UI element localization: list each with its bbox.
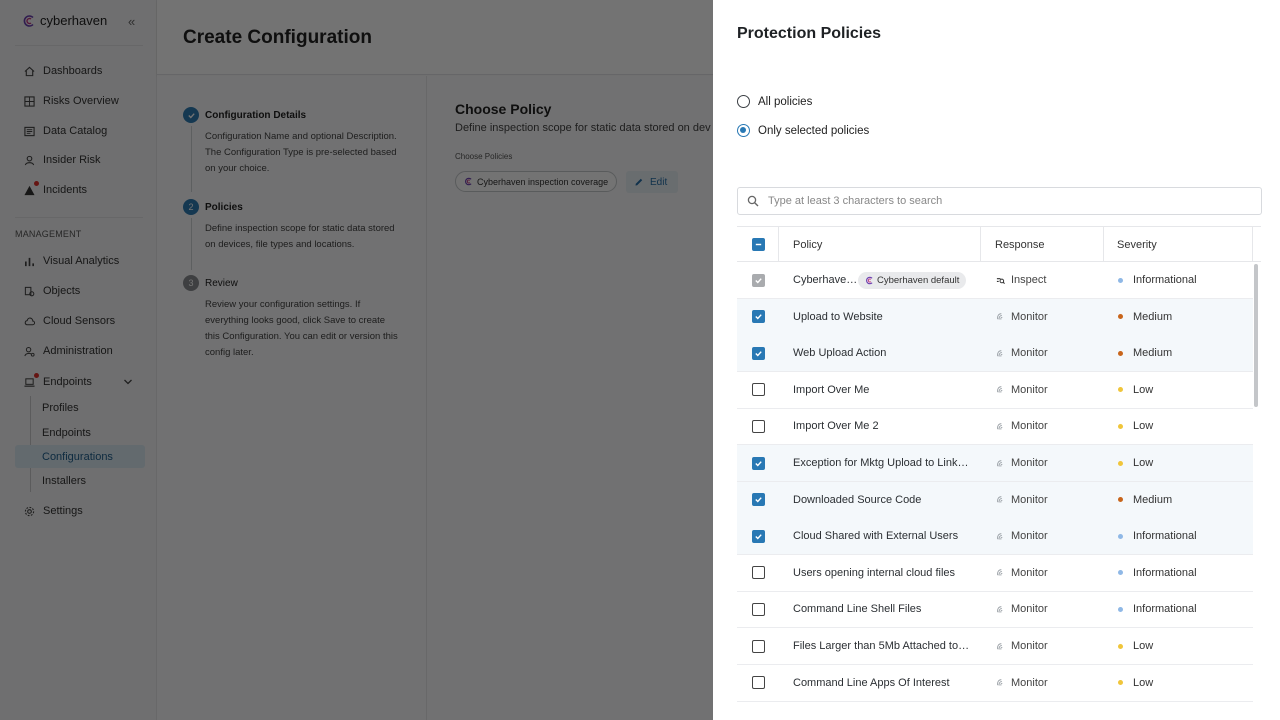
row-checkbox[interactable] <box>752 640 765 653</box>
radio-label: Only selected policies <box>758 124 870 137</box>
severity-dot-icon <box>1118 314 1123 319</box>
severity-label: Informational <box>1133 566 1197 579</box>
policy-name: Upload to Website <box>793 310 883 323</box>
severity-cell <box>1118 457 1153 469</box>
policy-name: Users opening internal cloud files <box>793 566 956 579</box>
row-checkbox[interactable] <box>752 530 765 543</box>
severity-cell <box>1118 530 1197 542</box>
response-cell <box>996 677 1048 689</box>
severity-cell <box>1118 603 1197 615</box>
scrollbar[interactable] <box>1254 264 1258 407</box>
severity-label: Low <box>1133 640 1154 652</box>
drawer-title: Protection Policies <box>737 25 882 42</box>
cyberhaven-logo-icon <box>865 276 874 285</box>
severity-label: Medium <box>1133 493 1173 506</box>
severity-cell <box>1118 420 1153 432</box>
policy-name: Command Line Shell Files <box>793 603 922 616</box>
row-checkbox[interactable] <box>752 420 765 433</box>
severity-dot-icon <box>1118 644 1123 649</box>
severity-cell <box>1118 311 1172 323</box>
monitor-icon <box>996 349 1005 358</box>
inspect-icon <box>996 276 1005 285</box>
severity-label: Informational <box>1133 603 1197 616</box>
row-checkbox <box>752 274 765 287</box>
search-input[interactable] <box>737 187 1262 215</box>
column-header-response[interactable]: Response <box>995 238 1045 251</box>
response-label: Monitor <box>1011 420 1048 433</box>
severity-label: Informational <box>1133 274 1197 286</box>
severity-label: Low <box>1133 676 1154 689</box>
response-cell <box>996 347 1048 359</box>
severity-cell <box>1118 274 1197 286</box>
response-cell <box>996 384 1048 396</box>
severity-label: Medium <box>1133 347 1173 360</box>
default-badge <box>858 272 966 289</box>
table-row[interactable] <box>737 628 1253 665</box>
response-label: Monitor <box>1011 530 1048 543</box>
response-cell <box>996 274 1046 286</box>
severity-dot-icon <box>1118 534 1123 539</box>
table-row[interactable] <box>737 518 1253 555</box>
row-checkbox[interactable] <box>752 310 765 323</box>
severity-cell <box>1118 640 1153 652</box>
row-checkbox[interactable] <box>752 493 765 506</box>
response-label: Monitor <box>1011 310 1048 323</box>
severity-dot-icon <box>1118 461 1123 466</box>
response-label: Monitor <box>1011 603 1048 616</box>
severity-cell <box>1118 384 1153 396</box>
radio-label: All policies <box>758 95 813 108</box>
response-label: Monitor <box>1011 383 1048 396</box>
policy-name: Import Over Me <box>793 383 870 396</box>
response-label: Monitor <box>1011 676 1048 689</box>
table-row[interactable] <box>737 665 1253 702</box>
severity-dot-icon <box>1118 607 1123 612</box>
severity-dot-icon <box>1118 424 1123 429</box>
protection-policies-drawer <box>713 0 1280 720</box>
policy-name: Command Line Apps Of Interest <box>793 676 950 689</box>
severity-label: Medium <box>1133 310 1173 323</box>
severity-dot-icon <box>1118 497 1123 502</box>
severity-cell <box>1118 567 1197 579</box>
response-cell <box>996 530 1048 542</box>
table-row[interactable] <box>737 591 1253 628</box>
response-cell <box>996 603 1048 615</box>
monitor-icon <box>996 678 1005 687</box>
response-cell <box>996 420 1048 432</box>
table-row[interactable] <box>737 262 1253 299</box>
policy-name: Files Larger than 5Mb Attached to… <box>793 640 970 652</box>
severity-cell <box>1118 677 1153 689</box>
row-checkbox[interactable] <box>752 603 765 616</box>
response-cell <box>996 640 1048 652</box>
row-checkbox[interactable] <box>752 347 765 360</box>
severity-cell <box>1118 347 1172 359</box>
response-label: Monitor <box>1011 347 1048 360</box>
policy-name: Downloaded Source Code <box>793 493 922 506</box>
column-header-severity[interactable]: Severity <box>1117 238 1157 251</box>
table-row[interactable] <box>737 335 1253 372</box>
policy-name: Cloud Shared with External Users <box>793 530 959 543</box>
table-row[interactable] <box>737 555 1253 592</box>
policy-name: Exception for Mktg Upload to Link… <box>793 457 969 469</box>
table-row[interactable] <box>737 408 1253 445</box>
search-icon <box>747 195 759 207</box>
severity-label: Informational <box>1133 530 1197 543</box>
badge-label: Cyberhaven default <box>877 274 960 286</box>
monitor-icon <box>996 532 1005 541</box>
response-label: Inspect <box>1011 274 1047 286</box>
monitor-icon <box>996 459 1005 468</box>
severity-dot-icon <box>1118 278 1123 283</box>
radio-all-policies[interactable] <box>737 95 812 108</box>
response-label: Monitor <box>1011 493 1048 506</box>
severity-label: Low <box>1133 383 1154 396</box>
response-label: Monitor <box>1011 566 1048 579</box>
severity-label: Low <box>1133 457 1154 469</box>
response-cell <box>996 567 1048 579</box>
severity-label: Low <box>1133 420 1154 433</box>
table-row[interactable] <box>737 372 1253 409</box>
row-checkbox[interactable] <box>752 457 765 470</box>
column-header-policy[interactable]: Policy <box>793 238 823 251</box>
policy-name: Import Over Me 2 <box>793 420 879 433</box>
response-cell <box>996 494 1048 506</box>
policy-name: Cyberhave… <box>793 274 858 286</box>
severity-dot-icon <box>1118 570 1123 575</box>
search-placeholder: Type at least 3 characters to search <box>768 195 943 207</box>
table-row[interactable] <box>737 299 1253 336</box>
radio-only-selected-policies[interactable] <box>737 124 869 137</box>
table-header <box>737 226 1261 262</box>
severity-dot-icon <box>1118 351 1123 356</box>
response-cell <box>996 311 1048 323</box>
response-label: Monitor <box>1011 640 1048 652</box>
monitor-icon <box>996 495 1005 504</box>
policy-name: Web Upload Action <box>793 347 887 360</box>
monitor-icon <box>996 568 1005 577</box>
monitor-icon <box>996 605 1005 614</box>
radio-button[interactable] <box>737 95 750 108</box>
table-row[interactable] <box>737 445 1253 482</box>
severity-dot-icon <box>1118 387 1123 392</box>
radio-button[interactable] <box>737 124 750 137</box>
row-checkbox[interactable] <box>752 566 765 579</box>
severity-cell <box>1118 494 1172 506</box>
severity-dot-icon <box>1118 680 1123 685</box>
response-label: Monitor <box>1011 457 1048 469</box>
monitor-icon <box>996 385 1005 394</box>
monitor-icon <box>996 642 1005 651</box>
monitor-icon <box>996 312 1005 321</box>
row-checkbox[interactable] <box>752 676 765 689</box>
monitor-icon <box>996 422 1005 431</box>
select-all-checkbox[interactable] <box>752 238 765 251</box>
table-row[interactable] <box>737 482 1253 519</box>
row-checkbox[interactable] <box>752 383 765 396</box>
response-cell <box>996 457 1048 469</box>
